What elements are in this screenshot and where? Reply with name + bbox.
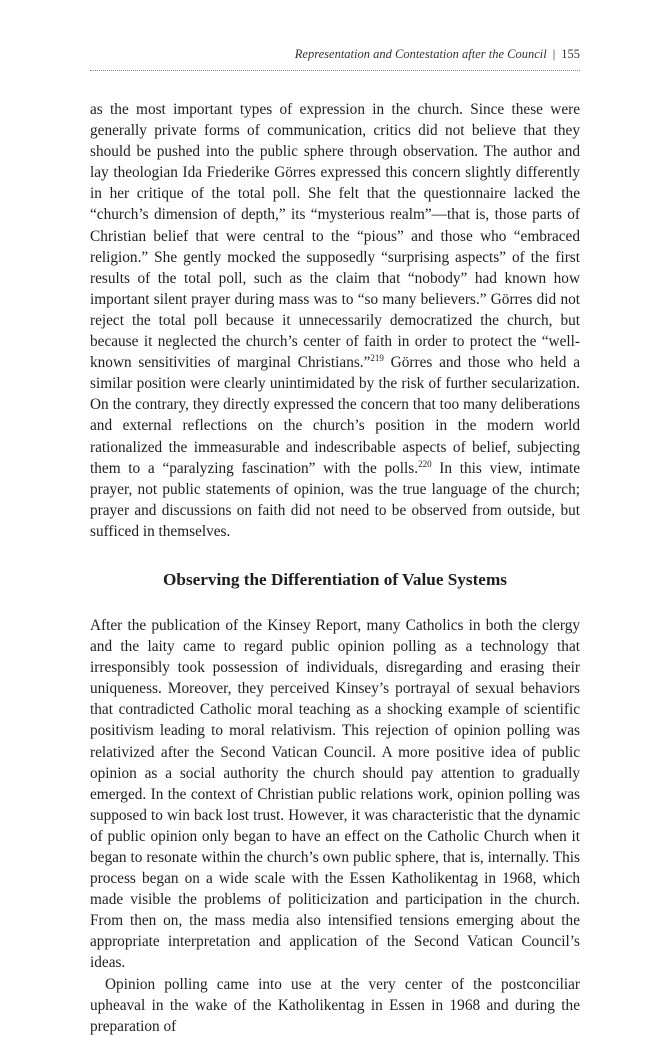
header-rule — [90, 70, 580, 71]
paragraph-text: Görres and those who held a similar position were clearly unintimidated by the risk of further secularization. On the contrary, they directly expressed the concern that too many deliberations and external reflections on the church’s position in the modern world rationalized the immeasurable and indescribable aspects of belief, subjecting them to a “paralyzing fascination” with the polls. — [90, 354, 580, 477]
paragraph-continued — [90, 99, 580, 542]
section-heading: Observing the Differentiation of Value Systems — [163, 569, 507, 589]
running-title: Representation and Contestation after the Council — [294, 47, 547, 61]
footnote-ref[interactable]: 220 — [418, 458, 432, 469]
page-body — [90, 99, 580, 1037]
paragraph: After the publication of the Kinsey Report, many Catholics in both the clergy and the laity came to regard public opinion polling as a technology that irresponsibly took possession of individuals, disregarding and erasing their uniqueness. Moreover, they perceived Kinsey’s portrayal of sexual behaviors that contradicted Catholic moral teaching as a shocking example of scientific positivism leading to moral relativism. This rejection of opinion polling was relativized after the Second Vatican Council. A more positive idea of public opinion as a social authority the church should pay attention to gradually emerged. In the context of Christian public relations work, opinion polling was supposed to win back lost trust. However, it was characteristic that the dynamic of public opinion only began to have an effect on the Catholic Church when it began to resonate within the church’s own public sphere, that is, internally. This process began on a wide scale with the Essen Katholikentag in 1968, which made visible the problems of politicization and participation in the church. From then on, the mass media also intensified tensions emerging about the appropriate interpretation and application of the Second Vatican Council’s ideas. — [90, 616, 580, 972]
header-separator: | — [552, 47, 556, 61]
paragraph: Opinion polling came into use at the very center of the postconciliar upheaval in the wake of the Katholikentag in Essen in 1968 and during the preparation of — [90, 975, 580, 1035]
footnote-ref[interactable]: 219 — [370, 353, 384, 364]
page-number: 155 — [561, 47, 580, 61]
paragraph-text: In this view, intimate prayer, not public statements of opinion, was the true language of the church; prayer and discussions on faith did not need to be observed from outside, but sufficed in themselves. — [90, 459, 580, 540]
running-head — [90, 47, 580, 62]
paragraph-text: as the most important types of expression in the church. Since these were generally private forms of communication, critics did not believe that they should be pushed into the public sphere through observation. The author and lay theologian Ida Friederike Görres expressed this concern slightly differently in her critique of the total poll. She felt that the questionnaire lacked the “church’s dimension of depth,” its “mysterious realm”—that is, those parts of Christian belief that were central to the “pious” and those who “embraced religion.” She gently mocked the supposedly “surprising aspects” of the first results of the total poll, such as the claim that “nobody” had known how important silent prayer during mass was to “so many believers.” Görres did not reject the total poll because it unnecessarily democratized the church, but because it neglected the church’s center of faith in order to protect the “well-known sensitivities of marginal Christians.” — [90, 101, 580, 372]
